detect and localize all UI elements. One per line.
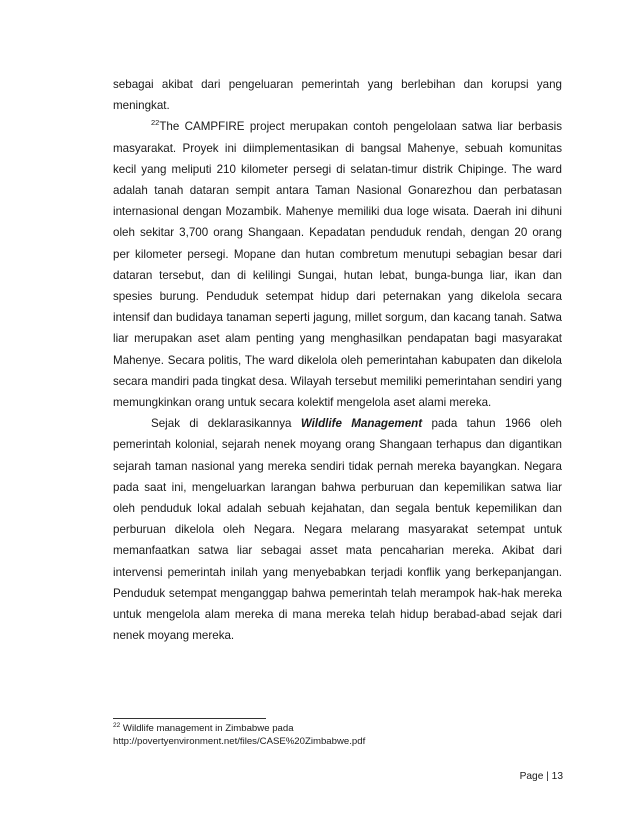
wildlife-management-emphasis: Wildlife Management xyxy=(300,417,423,431)
body-text xyxy=(113,74,562,646)
footnote-mark: 22 xyxy=(113,722,121,729)
campfire-text: The CAMPFIRE project merupakan contoh pengelolaan satwa liar berbasis masyarakat. Proyek ini diimplementasikan di bangsal Mahenye, sebuah komunitas kecil yang meliputi 210 kilometer persegi di selatan-timur distrik Chipinge. The ward adalah tanah dataran sempit antara Taman Nasional Gonarezhou dan perbatasan internasional dengan Mozambik. Mahenye memiliki dua loge wisata. Daerah ini dihuni oleh sekitar 3,700 orang Shangaan. Kepadatan penduduk rendah, dengan 20 orang per kilometer persegi. Mopane dan hutan combretum menutupi sebagian besar dari dataran tersebut, dan di kelilingi Sungai, hutan lebat, bunga-bunga liar, ikan dan spesies burung. Penduduk setempat hidup dari peternakan yang dikelola secara intensif dan budidaya tanaman seperti jagung, millet sorgum, dan kacang tanah. Satwa liar merupakan aset alam penting yang menghasilkan pendapatan bagi masyarakat Mahenye. Secara politis, The ward dikelola oleh pemerintahan kabupaten dan dikelola secara mandiri pada tingkat desa. Wilayah tersebut memiliki pemerintahan sendiri yang memungkinkan orang untuk secara kolektif mengelola aset alami mereka. xyxy=(113,120,562,410)
footnote xyxy=(113,723,562,748)
paragraph-campfire xyxy=(113,116,562,413)
footnote-line-1 xyxy=(113,723,562,736)
footnote-reference[interactable]: 22 xyxy=(151,118,160,128)
footnote-separator xyxy=(113,718,266,719)
wildlife-text-before: Sejak di deklarasikannya xyxy=(151,417,301,431)
wildlife-text-after: pada tahun 1966 oleh pemerintah kolonial, sejarah nenek moyang orang Shangaan terhapus dan digantikan sejarah taman nasional yang mereka sendiri tidak pernah mereka bayangkan. Negara pada saat ini, mengeluarkan larangan bahwa perburuan dan kepemilikan satwa liar oleh penduduk lokal adalah sebuah kejahatan, dan segala bentuk kepemilikan dan perburuan dikelola oleh Negara. Negara melarang masyarakat setempat untuk memanfaatkan satwa liar sebagai asset mata pencaharian mereka. Akibat dari intervensi pemerintah inilah yang menyebabkan terjadi konflik yang berkepanjangan. Penduduk setempat menganggap bahwa pemerintah telah merampok hak-hak mereka untuk mengelola alam mereka di mana mereka telah hidup berabad-abad sejak dari nenek moyang mereka. xyxy=(113,417,562,643)
paragraph-continuation xyxy=(113,74,562,116)
page-number: Page | 13 xyxy=(519,771,563,782)
paragraph-wildlife-management xyxy=(113,413,562,646)
continuation-text: sebagai akibat dari pengeluaran pemerintah yang berlebihan dan korupsi yang meningkat. xyxy=(113,78,562,113)
footnote-url[interactable]: http://povertyenvironment.net/files/CASE%20Zimbabwe.pdf xyxy=(113,735,366,747)
footnote-title: Wildlife management in Zimbabwe pada xyxy=(120,723,294,734)
